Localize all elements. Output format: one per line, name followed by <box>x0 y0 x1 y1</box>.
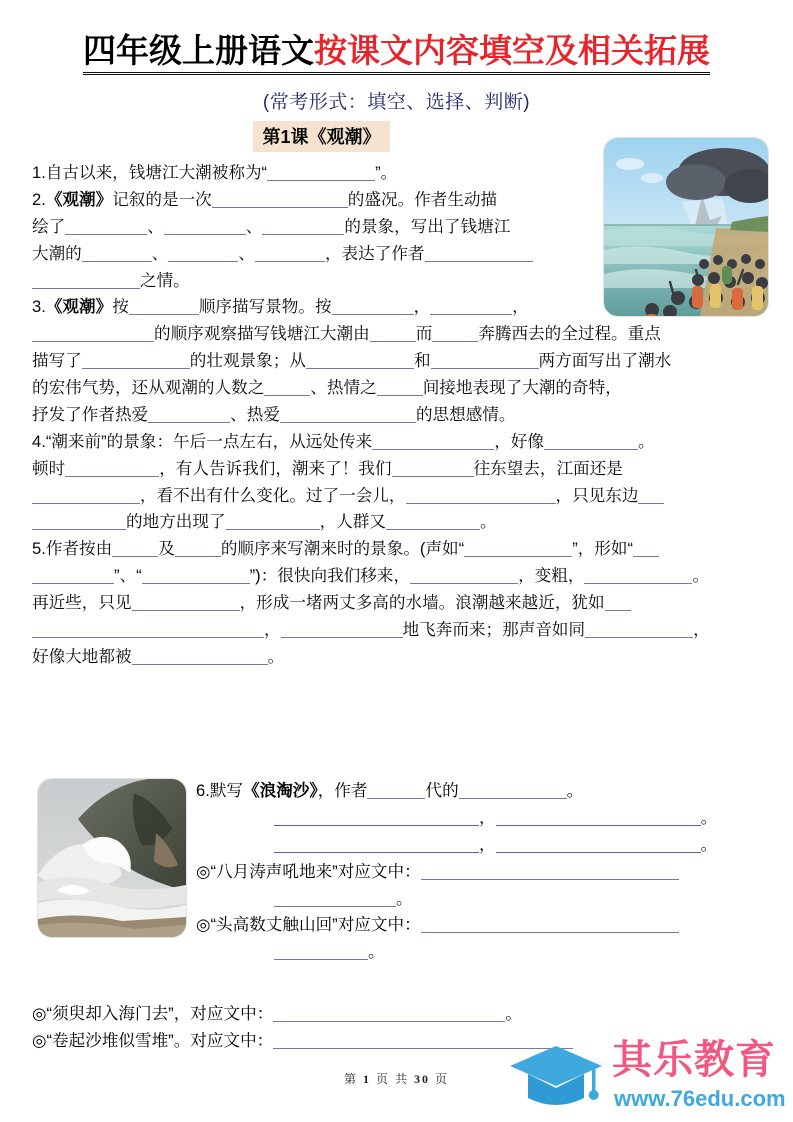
q5-text-9: 再近些，只见 <box>32 593 132 612</box>
bullet-icon: ◎ <box>196 915 211 935</box>
q4-text-5: ，有人告诉我们，潮来了！我们 <box>159 458 392 478</box>
blank-input[interactable] <box>585 622 693 638</box>
q3-text-6: 而 <box>415 324 433 344</box>
blank-input[interactable] <box>32 273 140 289</box>
blank-input[interactable] <box>262 219 344 235</box>
blank-input[interactable] <box>430 299 512 315</box>
extra-line-3 <box>32 1000 762 1027</box>
q5-text-13: ， <box>693 619 710 639</box>
page-header <box>0 0 793 75</box>
blank-input[interactable] <box>332 299 414 315</box>
blank-input[interactable] <box>132 595 240 611</box>
question-4 <box>32 429 762 537</box>
blank-input[interactable] <box>255 246 325 262</box>
blank-input[interactable] <box>605 595 631 611</box>
extra-end-1: 。 <box>396 888 413 908</box>
q4-text-10: ，人群又 <box>319 512 386 532</box>
blank-input[interactable] <box>464 541 572 557</box>
blank-input[interactable] <box>267 165 375 181</box>
q2-text-4: 、 <box>147 216 164 236</box>
q5-text-4: ”，形如“ <box>572 539 634 559</box>
extra-line-1-cont <box>196 886 762 913</box>
blank-input[interactable] <box>82 246 152 262</box>
q2-text-10: ，表达了作者 <box>324 243 425 263</box>
logo-brand-text: 其乐教育 <box>612 1038 776 1082</box>
q3-text-14: 间接地表现了大潮的奇特， <box>422 378 622 397</box>
q4-text-11: 。 <box>479 512 497 532</box>
q2-text-2: 的盛况。作者生动描 <box>347 189 498 209</box>
q4-text-3: 。 <box>637 431 655 451</box>
q3-text-3: ， <box>413 297 431 317</box>
question-6-block <box>196 778 762 966</box>
footer-mid: 页 共 <box>375 1072 409 1086</box>
q3-text-10: 和 <box>413 351 431 371</box>
blank-input[interactable] <box>168 246 238 262</box>
blank-input[interactable] <box>410 568 518 584</box>
poem-line-2 <box>196 832 762 859</box>
blank-input[interactable] <box>274 891 396 907</box>
extra-line-1 <box>196 859 762 886</box>
footer-suffix: 页 <box>435 1072 450 1086</box>
footer-total-pages: 30 <box>414 1072 430 1086</box>
q6-number: 6. <box>196 781 210 800</box>
blank-input[interactable] <box>112 541 158 557</box>
q3-text-2: 顺序描写景物。按 <box>198 297 332 317</box>
poem-line-1 <box>196 805 762 832</box>
q5-text-3: 的顺序来写潮来时的景象。(声如“ <box>220 539 465 559</box>
q4-number: 4. <box>32 431 46 451</box>
blank-input[interactable] <box>281 622 403 638</box>
q5-text-1: 作者按由 <box>45 539 113 559</box>
q3-text-9: 的壮观景象；从 <box>189 351 306 371</box>
q3-text-16: 、热爱 <box>230 404 280 424</box>
page-title <box>83 34 710 75</box>
blank-input[interactable] <box>65 461 159 477</box>
q2-text-5: 、 <box>245 216 263 236</box>
extra-line-2-cont <box>196 939 762 966</box>
extra-end-3: 。 <box>505 1004 522 1023</box>
q4-text-8: ，只见东边 <box>555 485 639 505</box>
blank-input[interactable] <box>386 514 480 530</box>
blank-input[interactable] <box>638 488 664 504</box>
poem-period-1: 。 <box>700 807 718 827</box>
q2-text-9: 、 <box>238 243 255 263</box>
wave-photo <box>38 779 186 937</box>
logo-url-text: www.76edu.com <box>614 1086 786 1111</box>
q4-text-1: “潮来前”的景象：午后一点左右，从远处传来 <box>45 431 373 451</box>
blank-input[interactable] <box>425 246 533 262</box>
blank-input[interactable] <box>280 407 416 423</box>
q6-text-1: 默写 <box>209 781 244 800</box>
blank-input[interactable] <box>274 837 479 853</box>
extra-quote-4: “卷起沙堆似雪堆” <box>46 1031 174 1051</box>
extra-quote-2: “头高数丈触山回” <box>210 915 338 935</box>
q2-text-11: 之情。 <box>140 270 190 290</box>
blank-input[interactable] <box>32 622 264 638</box>
blank-input[interactable] <box>496 837 701 853</box>
question-1 <box>32 160 762 187</box>
poem-period-2: 。 <box>700 834 718 854</box>
q3-text-7: 奔腾西去的全过程。重点 <box>478 324 661 344</box>
extra-label-3: ，对应文中： <box>173 1004 274 1023</box>
q4-text-7: ，看不出有什么变化。过了一会儿， <box>140 485 406 505</box>
blank-input[interactable] <box>65 219 147 235</box>
extra-end-2: 。 <box>368 942 385 962</box>
blank-input[interactable] <box>406 488 556 504</box>
q3-text-5: 的顺序观察描写钱塘江大潮由 <box>154 324 370 344</box>
bullet-icon: ◎ <box>32 1004 47 1023</box>
site-logo <box>508 1036 786 1118</box>
q2-text-3: 绘了 <box>32 216 66 236</box>
blank-input[interactable] <box>421 917 679 933</box>
q6-book-title: 《浪淘沙》 <box>243 781 318 800</box>
q2-book-title: 《观潮》 <box>45 189 113 209</box>
blank-input[interactable] <box>459 783 567 799</box>
page-title-red: 按课文内容填空及相关拓展 <box>314 32 710 69</box>
q4-text-9: 的地方出现了 <box>126 512 226 532</box>
q5-text-14: 好像大地都被 <box>32 646 132 666</box>
blank-input[interactable] <box>175 541 221 557</box>
question-2 <box>32 187 762 295</box>
footer-prefix: 第 <box>343 1072 358 1086</box>
q2-text-1: 记叙的是一次 <box>112 189 212 209</box>
blank-input[interactable] <box>148 407 230 423</box>
blank-input[interactable] <box>264 380 310 396</box>
q1-text-1: 自古以来，钱塘江大潮被称为“ <box>45 163 268 182</box>
q4-text-2: ，好像 <box>494 431 544 451</box>
extra-label-2: 对应文中： <box>337 915 421 935</box>
blank-input[interactable] <box>32 326 154 342</box>
blank-input[interactable] <box>32 568 114 584</box>
q4-text-6: 往东望去，江面还是 <box>473 458 623 478</box>
q3-text-11: 两方面写出了潮水 <box>538 351 672 371</box>
question-6 <box>196 778 762 805</box>
blank-input[interactable] <box>273 1006 505 1022</box>
blank-input[interactable] <box>431 353 539 369</box>
extra-label-4: 。对应文中： <box>173 1031 274 1051</box>
blank-input[interactable] <box>82 353 190 369</box>
q2-text-8: 、 <box>151 243 169 263</box>
q5-text-15: 。 <box>267 646 285 666</box>
q5-text-12: 地飞奔而来；那声音如同 <box>402 619 586 639</box>
blank-input[interactable] <box>226 514 320 530</box>
q4-text-4: 顿时 <box>32 458 66 478</box>
bullet-icon: ◎ <box>196 861 211 881</box>
blank-input[interactable] <box>274 944 368 960</box>
blank-input[interactable] <box>32 488 140 504</box>
blank-input[interactable] <box>544 434 638 450</box>
q3-text-15: 抒发了作者热爱 <box>32 404 149 424</box>
blank-input[interactable] <box>132 649 268 665</box>
blank-input[interactable] <box>633 541 659 557</box>
blank-input[interactable] <box>421 864 679 880</box>
q5-text-7: ，变粗， <box>518 566 585 586</box>
extra-quote-1: “八月涛声吼地来” <box>210 861 338 881</box>
q3-number: 3. <box>32 297 46 317</box>
blank-input[interactable] <box>377 380 423 396</box>
q3-book-title: 《观潮》 <box>45 297 113 317</box>
blank-input[interactable] <box>367 783 425 799</box>
extra-line-2 <box>196 912 762 939</box>
worksheet-body <box>32 160 762 671</box>
question-3 <box>32 294 762 428</box>
blank-input[interactable] <box>212 192 348 208</box>
q1-text-2: ”。 <box>375 163 398 182</box>
q6-text-4: 。 <box>566 781 584 800</box>
graduation-cap-icon <box>508 1042 604 1112</box>
lesson-title: 第1课《观潮》 <box>253 121 389 152</box>
page-subtitle: (常考形式：填空、选择、判断) <box>262 91 531 113</box>
q3-text-12: 的宏伟气势，还从观潮的人数之 <box>32 378 265 397</box>
blank-input[interactable] <box>129 299 199 315</box>
blank-input[interactable] <box>392 461 474 477</box>
q2-number: 2. <box>32 189 46 209</box>
q3-text-8: 描写了 <box>32 351 82 371</box>
wave-photo-svg <box>38 779 186 937</box>
question-5 <box>32 536 762 670</box>
q3-text-17: 的思想感情。 <box>415 404 516 424</box>
q5-text-5: ”、“ <box>114 566 142 586</box>
blank-input[interactable] <box>372 434 494 450</box>
q3-text-1: 按 <box>112 297 129 317</box>
q5-text-10: ，形成一堵两丈多高的水墙。浪潮越来越近，犹如 <box>239 593 605 612</box>
blank-input[interactable] <box>32 514 126 530</box>
q5-text-6: ”)：很快向我们移来， <box>249 566 411 586</box>
bullet-icon: ◎ <box>32 1031 47 1051</box>
q5-number: 5. <box>32 539 46 559</box>
blank-input[interactable] <box>584 568 692 584</box>
q1-number: 1. <box>32 163 46 182</box>
extra-label-1: 对应文中： <box>337 861 421 881</box>
q6-text-2: ，作者 <box>317 781 368 800</box>
q5-text-11: ， <box>264 619 281 639</box>
poem-comma-2: ， <box>479 834 496 854</box>
extra-quote-3: “须臾却入海门去” <box>46 1004 174 1023</box>
blank-input[interactable] <box>370 326 416 342</box>
q2-text-6: 的景象，写出了钱塘江 <box>344 216 511 236</box>
blank-input[interactable] <box>164 219 246 235</box>
page-title-black: 四年级上册语文 <box>83 32 314 69</box>
footer-page-number: 1 <box>362 1072 371 1086</box>
q2-text-7: 大潮的 <box>32 243 82 263</box>
q5-text-2: 及 <box>158 539 175 559</box>
q5-text-8: 。 <box>692 566 710 586</box>
blank-input[interactable] <box>306 353 414 369</box>
blank-input[interactable] <box>274 810 479 826</box>
blank-input[interactable] <box>432 326 478 342</box>
q3-text-13: 、热情之 <box>310 378 377 397</box>
q3-text-4: ， <box>512 297 529 317</box>
blank-input[interactable] <box>142 568 250 584</box>
blank-input[interactable] <box>496 810 701 826</box>
poem-comma-1: ， <box>479 807 496 827</box>
q6-text-3: 代的 <box>425 781 459 800</box>
